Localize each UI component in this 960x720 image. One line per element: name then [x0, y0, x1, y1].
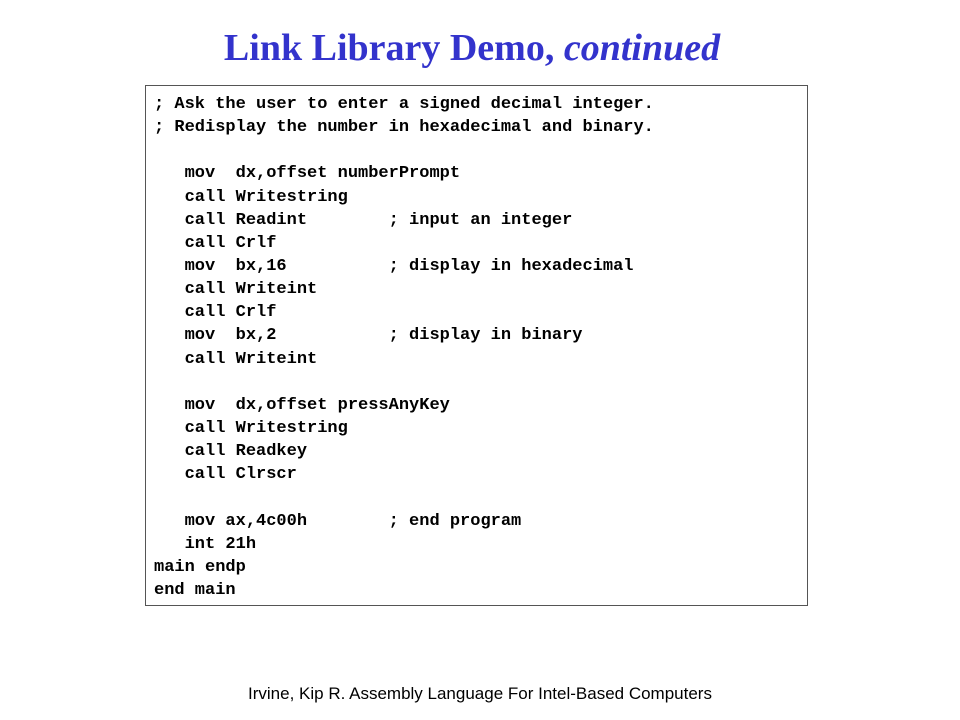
code-line: mov dx,offset numberPrompt — [154, 164, 461, 184]
code-line: call Writeint — [154, 349, 318, 369]
code-line: mov dx,offset pressAnyKey — [154, 395, 450, 415]
code-line — [154, 139, 807, 162]
code-line: end main — [154, 580, 236, 600]
code-line: call Writeint — [154, 280, 318, 300]
code-line: mov bx,2 ; display in binary — [154, 326, 583, 346]
code-line: int 21h — [154, 534, 257, 554]
title-main-text: Link Library Demo, — [223, 27, 564, 69]
code-line: call Writestring — [154, 187, 348, 207]
footer-citation: Irvine, Kip R. Assembly Language For Intel-Based Computers — [248, 684, 712, 703]
code-line: ; Redisplay the number in hexadecimal and binary. — [154, 118, 654, 138]
code-line: call Writestring — [154, 418, 348, 438]
code-line: call Readkey — [154, 442, 308, 462]
code-line: call Crlf — [154, 303, 277, 323]
code-listing-box — [145, 85, 808, 606]
code-line: mov bx,16 ; display in hexadecimal — [154, 256, 634, 276]
code-line: main endp — [154, 557, 246, 577]
code-line: call Readint ; input an integer — [154, 210, 573, 230]
code-line: call Crlf — [154, 233, 277, 253]
code-line: ; Ask the user to enter a signed decimal integer. — [154, 95, 654, 114]
code-line — [154, 371, 807, 394]
slide-title — [0, 24, 944, 72]
code-line: mov ax,4c00h ; end program — [154, 511, 522, 531]
code-line: call Clrscr — [154, 465, 297, 485]
title-emphasis-text: continued — [563, 27, 721, 69]
code-line — [154, 486, 807, 509]
